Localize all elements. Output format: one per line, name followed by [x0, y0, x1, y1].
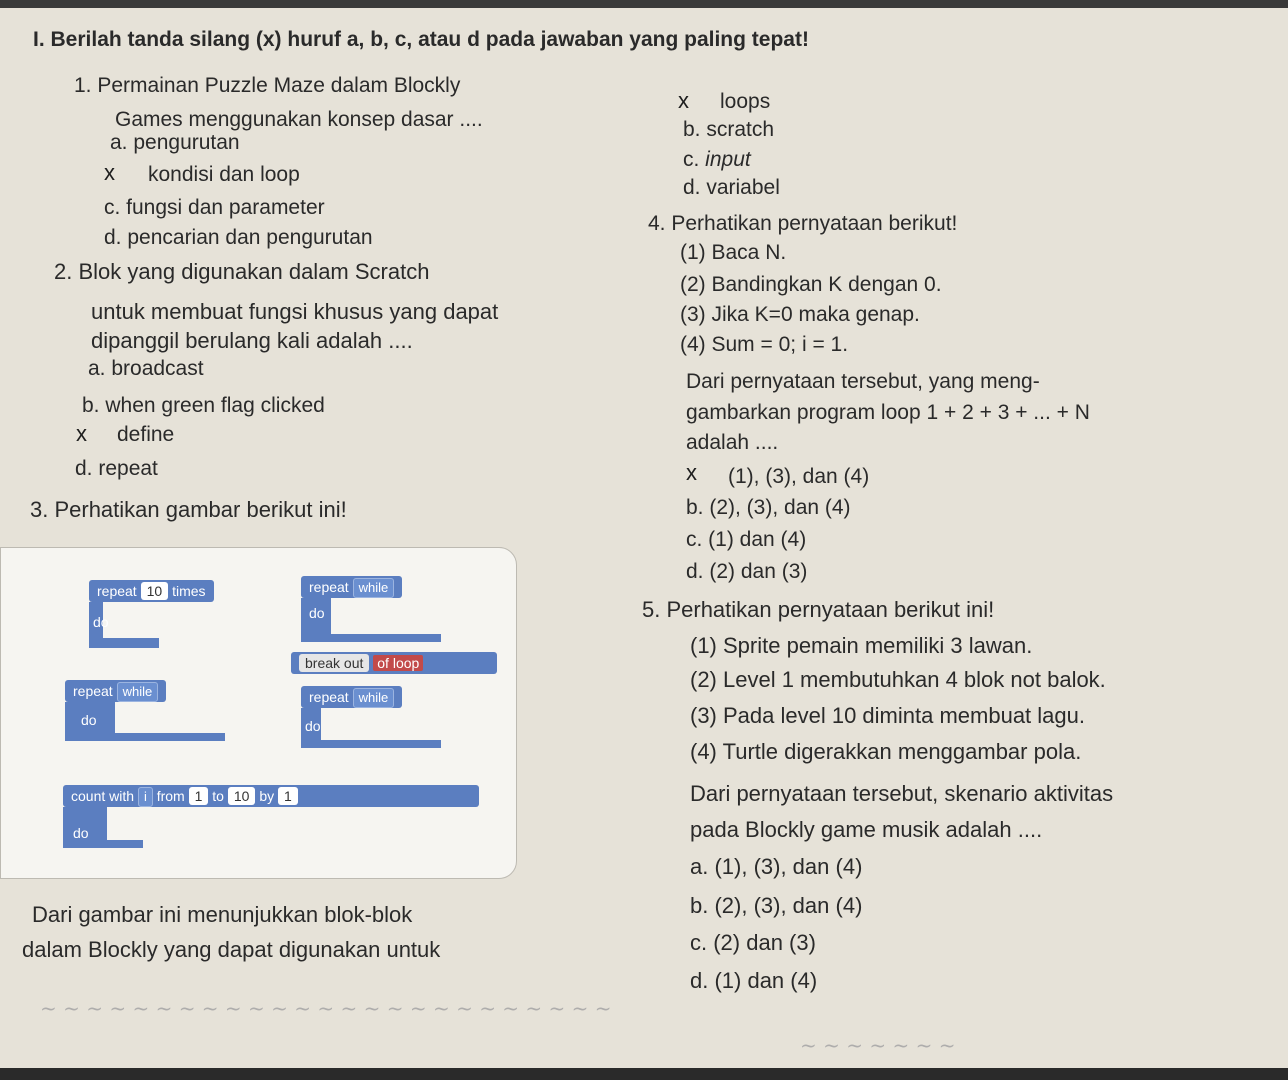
cross-mark-icon: x [686, 460, 697, 485]
repeat-while-block [301, 576, 402, 598]
q5-line1: 5. Perhatikan pernyataan berikut ini! [642, 597, 995, 622]
q1-option-c[interactable]: c. fungsi dan parameter [104, 196, 325, 219]
do-label: do [93, 614, 109, 630]
q4-option-a[interactable]: (1), (3), dan (4) [728, 465, 870, 488]
q2-line3: dipanggil berulang kali adalah .... [91, 328, 413, 353]
q1-option-d[interactable]: d. pencarian dan pengurutan [104, 226, 373, 249]
q1-option-a[interactable]: a. pengurutan [110, 131, 240, 154]
block-label: count with [71, 788, 135, 804]
q3-line1: 3. Perhatikan gambar berikut ini! [30, 497, 347, 522]
do-label: do [73, 825, 89, 841]
count-with-block [63, 785, 479, 807]
from-value-slot: 1 [189, 787, 209, 805]
block-label: of loop [373, 655, 423, 671]
repeat-while-block [65, 680, 166, 702]
cross-mark-icon: x [678, 88, 689, 113]
q1-line1: 1. Permainan Puzzle Maze dalam Blockly [74, 74, 461, 97]
q2-option-c[interactable]: define [117, 423, 175, 446]
q3-option-d[interactable]: d. variabel [683, 176, 780, 199]
q4-prompt-line1: Dari pernyataan tersebut, yang meng- [686, 370, 1040, 393]
q5-option-c[interactable]: c. (2) dan (3) [690, 930, 816, 955]
do-label: do [81, 712, 97, 728]
q3-option-b[interactable]: b. scratch [683, 118, 775, 141]
repeat-count-slot: 10 [141, 582, 169, 600]
q5-option-b[interactable]: b. (2), (3), dan (4) [690, 893, 863, 918]
block-label: repeat [309, 579, 349, 595]
q4-option-d[interactable]: d. (2) dan (3) [686, 560, 808, 583]
q5-option-a[interactable]: a. (1), (3), dan (4) [690, 854, 863, 879]
while-dropdown: while [353, 578, 395, 598]
q4-statement-4: (4) Sum = 0; i = 1. [680, 333, 849, 356]
block-foot [65, 733, 225, 741]
q5-statement-1: (1) Sprite pemain memiliki 3 lawan. [690, 633, 1033, 658]
section-title: I. Berilah tanda silang (x) huruf a, b, c, atau d pada jawaban yang paling tepat! [33, 28, 809, 51]
repeat-times-block [89, 580, 214, 602]
block-label: from [156, 788, 185, 804]
blockly-figure [0, 547, 517, 879]
break-out-dropdown: break out [299, 654, 369, 672]
q2-option-b[interactable]: b. when green flag clicked [82, 394, 325, 417]
q4-line1: 4. Perhatikan pernyataan berikut! [648, 212, 958, 235]
q4-statement-2: (2) Bandingkan K dengan 0. [680, 273, 942, 296]
q2-line2: untuk membuat fungsi khusus yang dapat [91, 299, 499, 324]
while-dropdown: while [353, 688, 395, 708]
q3-caption-line1: Dari gambar ini menunjukkan blok-blok [32, 902, 413, 927]
to-value-slot: 10 [228, 787, 256, 805]
q3-caption-line2: dalam Blockly yang dapat digunakan untuk [22, 937, 441, 962]
q5-prompt-line1: Dari pernyataan tersebut, skenario aktivitas [690, 781, 1114, 806]
block-label: repeat [309, 689, 349, 705]
block-label: repeat [97, 583, 137, 599]
option-letter: c. [683, 148, 706, 171]
repeat-while-block [301, 686, 402, 708]
block-label: by [259, 788, 275, 804]
q5-option-d[interactable]: d. (1) dan (4) [690, 968, 818, 993]
q4-prompt-line2: gambarkan program loop 1 + 2 + 3 + ... + N [686, 401, 1090, 424]
while-dropdown: while [117, 682, 159, 702]
top-edge [0, 0, 1288, 8]
q2-line1: 2. Blok yang digunakan dalam Scratch [54, 259, 430, 284]
variable-dropdown: i [138, 787, 153, 807]
bottom-edge [0, 1068, 1288, 1080]
q3-option-c[interactable] [683, 148, 751, 172]
block-label: to [212, 788, 224, 804]
show-through-scribble: ~ ~ ~ ~ ~ ~ ~ [800, 1033, 956, 1057]
q4-option-b[interactable]: b. (2), (3), dan (4) [686, 496, 851, 519]
cross-mark-icon: x [104, 160, 115, 185]
do-label: do [305, 718, 321, 734]
do-label: do [309, 605, 325, 621]
q5-prompt-line2: pada Blockly game musik adalah .... [690, 817, 1043, 842]
q5-statement-3: (3) Pada level 10 diminta membuat lagu. [690, 703, 1085, 728]
show-through-scribble: ~ ~ ~ ~ ~ ~ ~ ~ ~ ~ ~ ~ ~ ~ ~ ~ ~ ~ ~ ~ ~ ~ ~ ~ ~ [40, 996, 612, 1020]
block-label: repeat [73, 683, 113, 699]
q5-statement-2: (2) Level 1 membutuhkan 4 blok not balok. [690, 667, 1106, 692]
q1-option-b[interactable]: kondisi dan loop [148, 163, 300, 186]
block-label: times [172, 583, 206, 599]
break-out-block [291, 652, 497, 674]
by-value-slot: 1 [278, 787, 298, 805]
option-text: input [705, 148, 751, 171]
q5-statement-4: (4) Turtle digerakkan menggambar pola. [690, 739, 1082, 764]
q4-prompt-line3: adalah .... [686, 431, 779, 454]
block-foot [301, 740, 441, 748]
q4-option-c[interactable]: c. (1) dan (4) [686, 528, 807, 551]
q4-statement-3: (3) Jika K=0 maka genap. [680, 303, 920, 326]
q2-option-a[interactable]: a. broadcast [88, 357, 204, 380]
block-foot [89, 638, 159, 648]
q4-statement-1: (1) Baca N. [680, 241, 787, 264]
block-foot [301, 634, 441, 642]
q1-line2: Games menggunakan konsep dasar .... [115, 108, 483, 131]
q3-option-a[interactable]: loops [720, 90, 771, 113]
cross-mark-icon: x [76, 421, 87, 446]
q2-option-d[interactable]: d. repeat [75, 457, 158, 480]
